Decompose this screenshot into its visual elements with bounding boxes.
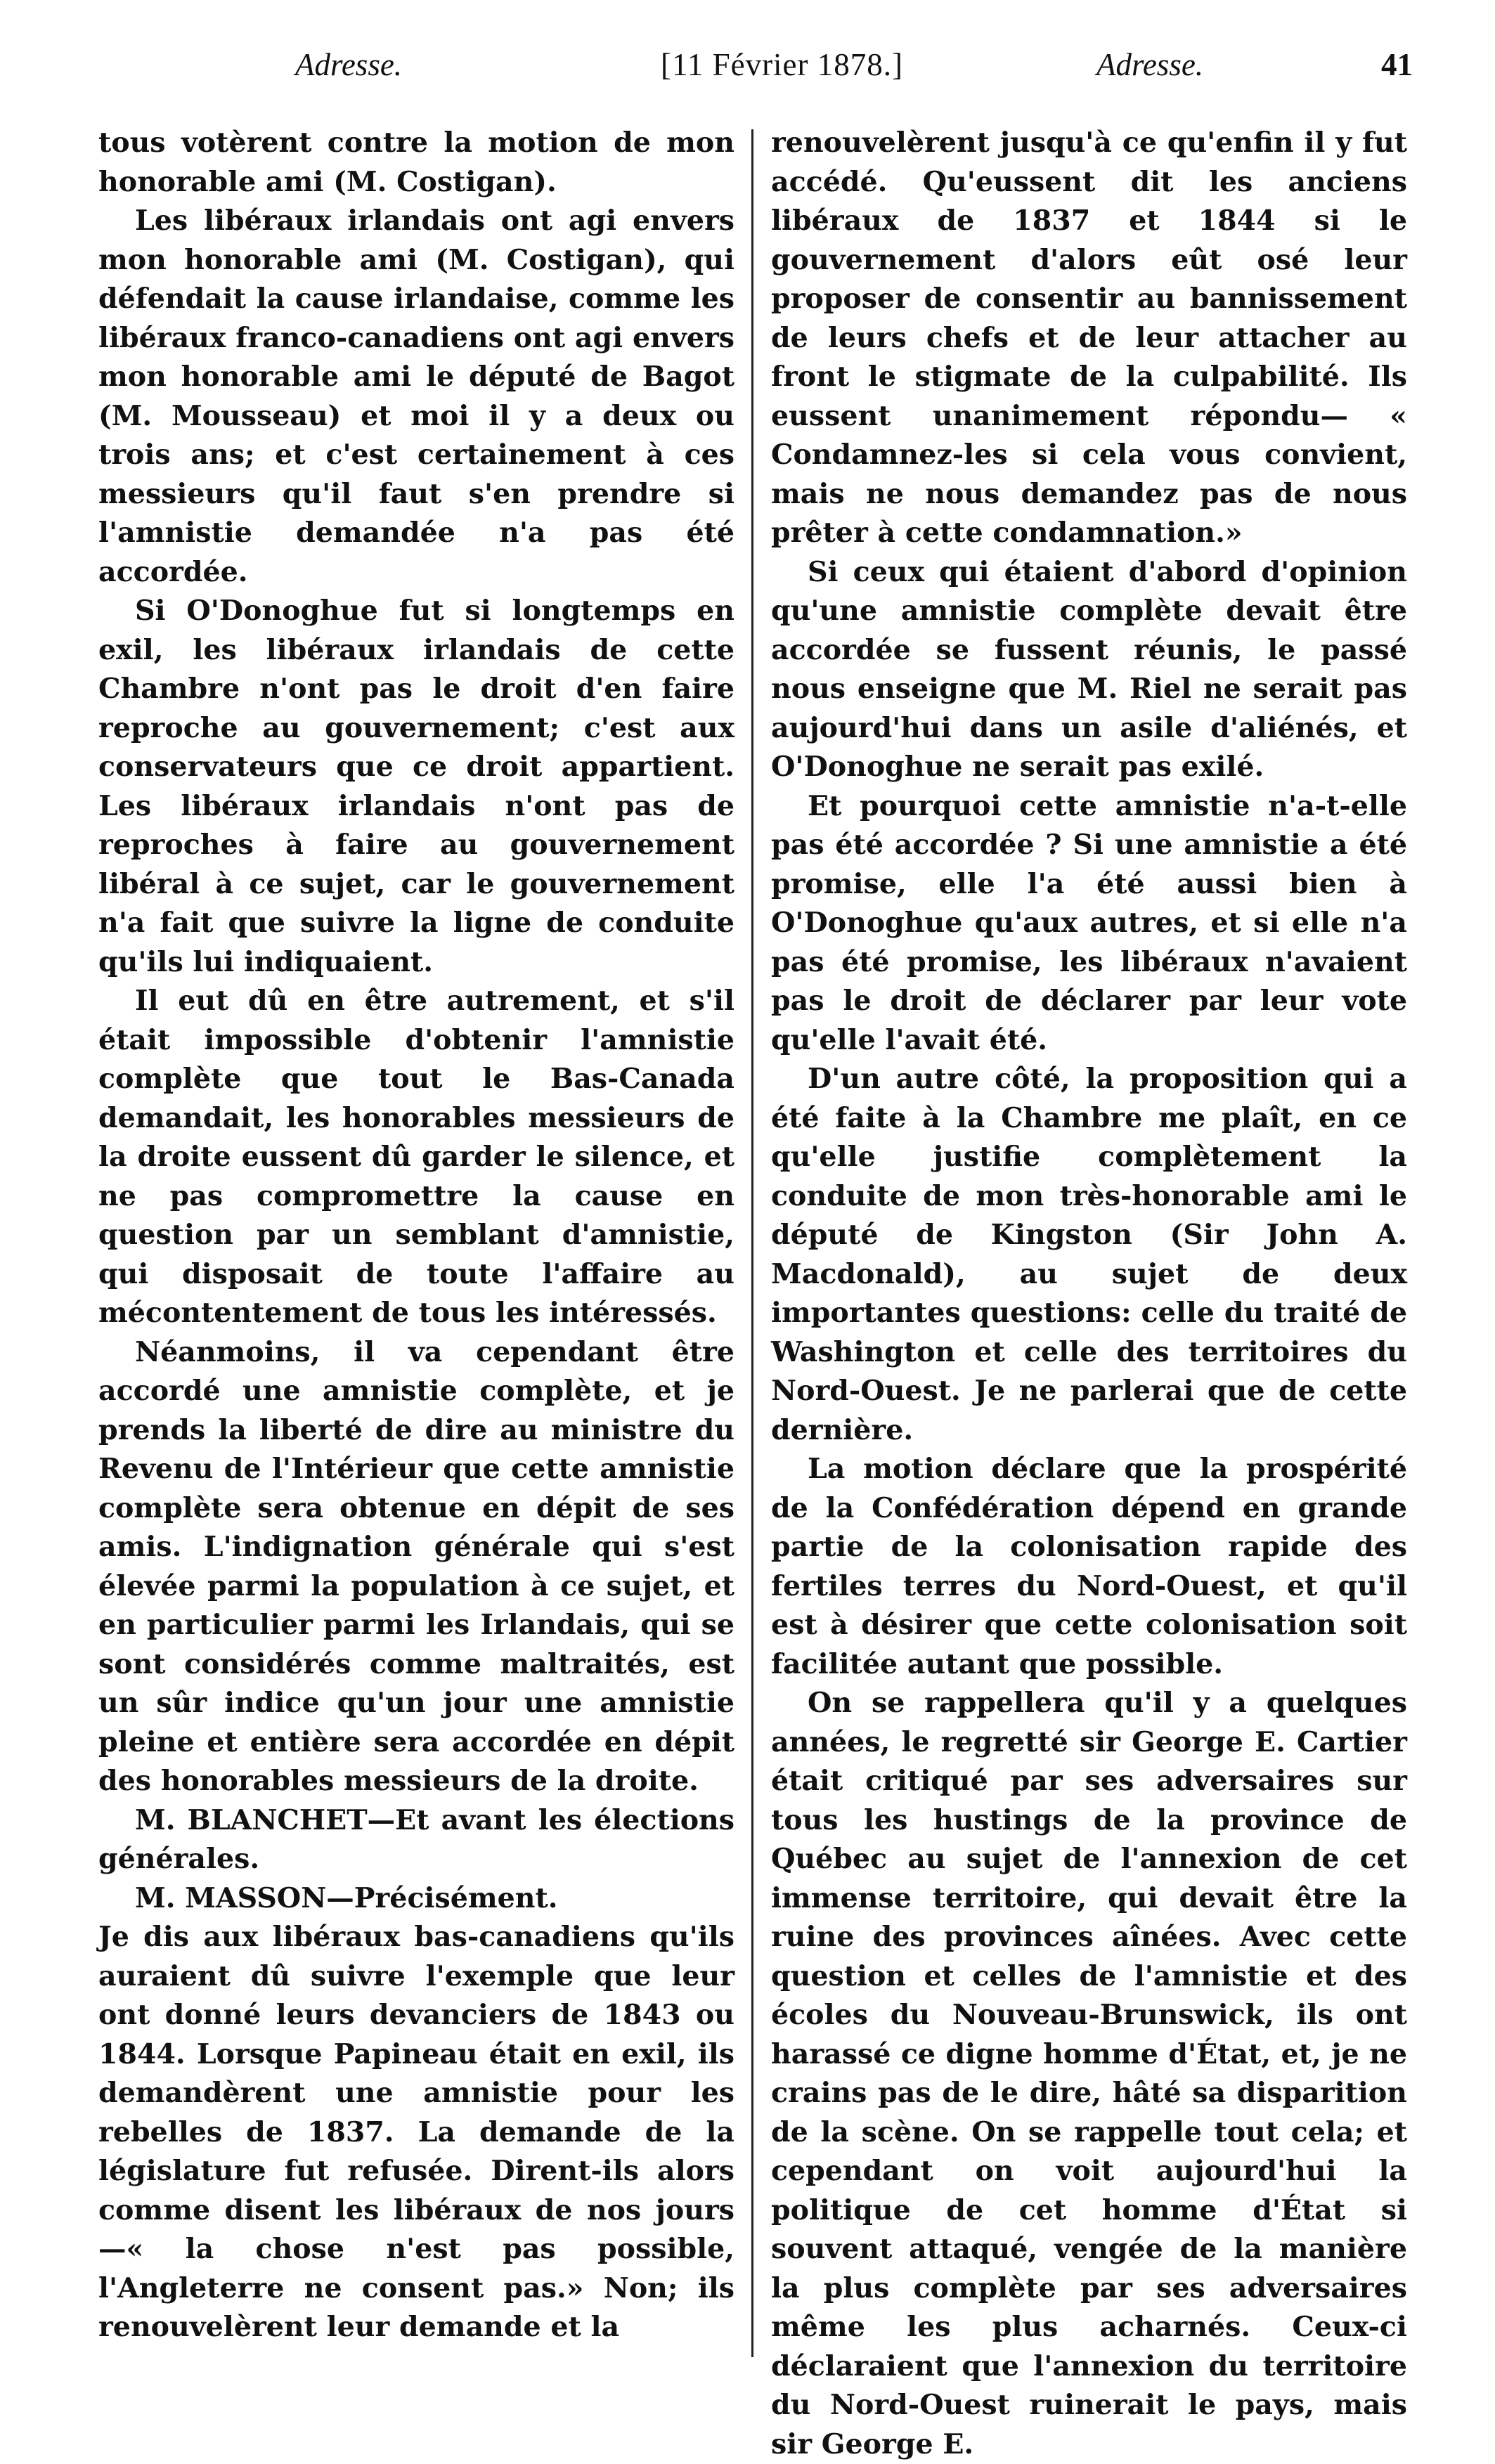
paragraph: Je dis aux libéraux bas-canadiens qu'ils auraient dû suivre l'exemple que leur ont donné leurs devanciers de 1843 ou 1844. Lorsque Papineau était en exil, ils demandèrent une amnistie pour les rebelles de 1837. La demande de la législature fut refusée. Dirent-ils alors comme disent les libéraux de nos jours—« la chose n'est pas possible, l'Angleterre ne consent pas.» Non; ils renouvelèrent leur demande et la: [98, 1921, 734, 2343]
header-right-title: Adresse.: [1096, 47, 1204, 82]
header-left-title: Adresse.: [295, 47, 403, 82]
paragraph: tous votèrent contre la motion de mon honorable ami (M. Costigan).: [98, 127, 734, 198]
running-header: [98, 46, 1413, 96]
paragraph: Si ceux qui étaient d'abord d'opinion qu'une amnistie complète devait être accordée se fussent réunis, le passé nous enseigne que M. Riel ne serait pas aujourd'hui dans un asile d'aliénés, et O'Donoghue ne serait pas exilé.: [771, 555, 1407, 783]
header-date: [11 Février 1878.]: [661, 47, 903, 82]
paragraph: Il eut dû en être autrement, et s'il était impossible d'obtenir l'amnistie complète que tout le Bas-Canada demandait, les honorables messieurs de la droite eussent dû garder le silence, et ne pas compromettre la cause en question par un semblant d'amnistie, qui disposait de toute l'affaire au mécontentement de tous les intéressés.: [98, 985, 734, 1329]
paragraph: D'un autre côté, la proposition qui a été faite à la Chambre me plaît, en ce qu'elle justifie complètement la conduite de mon très-honorable ami le député de Kingston (Sir John A. Macdonald), au sujet de deux importantes questions: celle du traité de Washington et celle des territoires du Nord-Ouest. Je ne parlerai que de cette dernière.: [771, 1063, 1407, 1446]
left-column: [98, 124, 734, 2347]
paragraph: Les libéraux irlandais ont agi envers mon honorable ami (M. Costigan), qui défendait la cause irlandaise, comme les libéraux franco-canadiens ont agi envers mon honorable ami le député de Bagot (M. Mousseau) et moi il y a deux ou trois ans; et c'est certainement à ces messieurs qu'il faut s'en prendre si l'amnistie demandée n'a pas été accordée.: [98, 205, 734, 588]
paragraph: Néanmoins, il va cependant être accordé une amnistie complète, et je prends la liberté de dire au ministre du Revenu de l'Intérieur que cette amnistie complète sera obtenue en dépit de ses amis. L'indignation générale qui s'est élevée parmi la population à ce sujet, et en particulier parmi les Irlandais, qui se sont considérés comme maltraités, est un sûr indice qu'un jour une amnistie pleine et entière sera accordée en dépit des honorables messieurs de la droite.: [98, 1335, 734, 1797]
paragraph: On se rappellera qu'il y a quelques années, le regretté sir George E. Cartier était critiqué par ses adversaires sur tous les hustings de la province de Québec au sujet de l'annexion de cet immense territoire, qui devait être la ruine des provinces aînées. Avec cette question et celles de l'amnistie et des écoles du Nouveau-Brunswick, ils ont harassé ce digne homme d'État, et, je ne crains pas de le dire, hâté sa disparition de la scène. On se rappelle tout cela; et cependant on voit aujourd'hui la politique de cet homme d'État si souvent attaqué, vengée de la manière la plus complète par ses adversaires même les plus acharnés. Ceux-ci déclaraient que l'annexion du territoire du Nord-Ouest ruinerait le pays, mais sir George E.: [771, 1687, 1407, 2460]
paragraph: M. MASSON—Précisément.: [135, 1881, 558, 1914]
right-column: [771, 124, 1407, 2464]
paragraph: La motion déclare que la prospérité de la Confédération dépend en grande partie de la colonisation rapide des fertiles terres du Nord-Ouest, et qu'il est à désirer que cette colonisation soit facilitée autant que possible.: [771, 1453, 1407, 1680]
page-number: 41: [1381, 47, 1413, 82]
paragraph: renouvelèrent jusqu'à ce qu'enfin il y fut accédé. Qu'eussent dit les anciens libéraux de 1837 et 1844 si le gouvernement d'alors eût osé leur proposer de consentir au bannissement de leurs chefs et de leur attacher au front le stigmate de la culpabilité. Ils eussent unanimement répondu— « Condamnez-les si cela vous convient, mais ne nous demandez pas de nous prêter à cette condamnation.»: [771, 127, 1407, 549]
column-divider: [751, 129, 753, 2357]
paragraph: Et pourquoi cette amnistie n'a-t-elle pas été accordée ? Si une amnistie a été promise, elle l'a été aussi bien à O'Donoghue qu'aux autres, et si elle n'a pas été promise, les libéraux n'avaient pas le droit de déclarer par leur vote qu'elle l'avait été.: [771, 789, 1407, 1056]
paragraph: M. BLANCHET—Et avant les élections générales.: [98, 1803, 734, 1875]
paragraph: Si O'Donoghue fut si longtemps en exil, les libéraux irlandais de cette Chambre n'ont pas le droit d'en faire reproche au gouvernement; c'est aux conservateurs que ce droit appartient. Les libéraux irlandais n'ont pas de reproches à faire au gouvernement libéral à ce sujet, car le gouvernement n'a fait que suivre la ligne de conduite qu'ils lui indiquaient.: [98, 595, 734, 978]
